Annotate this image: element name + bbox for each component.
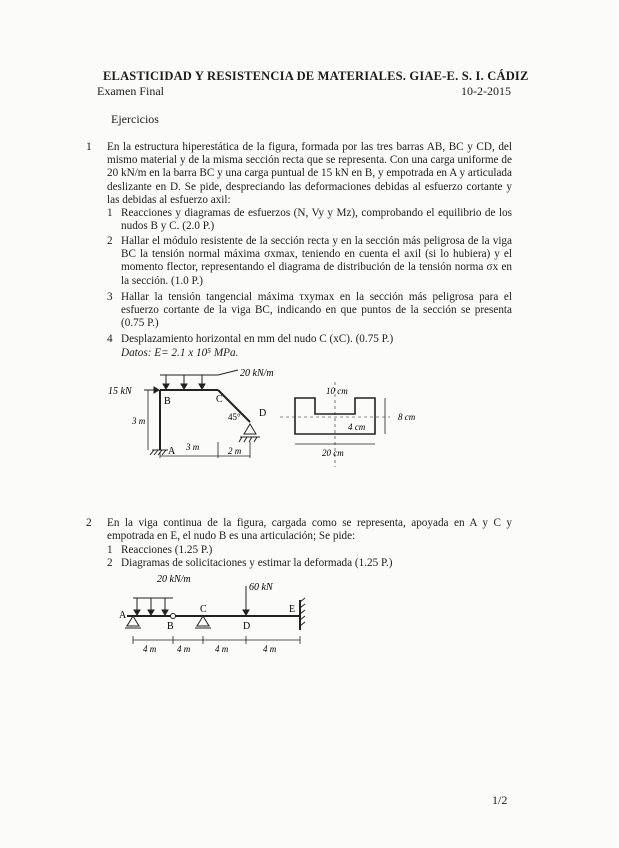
continuous-beam-figure [115,572,330,657]
frame-structure-figure [100,362,430,472]
ex1-item-2-text: Hallar el módulo resistente de la sección recta y en la sección más peligrosa de la viga BC la tensión normal máxima σxmax, teniendo en cuenta el axil (si lo hubiera) y el momento flector, representando el diagrama de distribución de la tensión norma σx en la sección. (1.0 P.) [121,235,512,287]
ex2-item-2-text: Diagramas de solicitaciones y estimar la deformada (1.25 P.) [121,557,393,569]
fig2-node-c: C [200,604,207,615]
ex1-item-2-number: 2 [107,235,113,247]
ex1-item-1-number: 1 [107,207,113,219]
fig1-node-b: B [164,396,171,407]
ex1-item-3-number: 3 [107,291,113,303]
ex2-item-1-number: 1 [107,544,113,556]
fig1-load-dist-label: 20 kN/m [240,368,274,379]
fig1-node-d: D [259,408,267,419]
exercise-1-intro: En la estructura hiperestática de la figura, formada por las tres barras AB, BC y CD, del mismo material y de la misma sección recta que se representa. Con una carga uniforme de 20 kN/m en la barra BC y una carga puntual de 15 kN en B, y empotrada en A y articulada deslizante en D. Se pide, despreciando las deformaciones debidas al esfuerzo cortante y las debidas al esfuerzo axil: [107,141,512,206]
fig2-node-d: D [243,621,251,632]
fig2-node-e: E [289,604,296,615]
fig1-sec-h: 8 cm [398,412,416,422]
ex2-item-2-number: 2 [107,557,113,569]
ex1-data-line: Datos: E= 2.1 x 10⁵ MPa. [121,347,239,359]
fig1-load-point-label: 15 kN [108,386,132,397]
exercise-2-intro: En la viga continua de la figura, cargada como se representa, apoyada en A y C y empotrada en E, el nudo B es una articulación; Se pide: [107,517,512,543]
fig2-dim-3: 4 m [215,644,229,654]
fig1-height: 3 m [132,416,146,426]
fig2-dim-4: 4 m [263,644,277,654]
fig2-node-a: A [119,610,127,621]
fig2-dim-1: 4 m [143,644,157,654]
exam-type: Examen Final [97,84,164,98]
exercise-1-number: 1 [86,141,92,153]
ex2-item-1-text: Reacciones (1.25 P.) [121,544,213,556]
fig1-sec-top: 10 cm [326,386,348,396]
ex1-item-4-number: 4 [107,333,113,345]
exercise-2-number: 2 [86,517,92,529]
fig1-sec-width: 20 cm [322,448,344,458]
fig2-load-dist-label: 20 kN/m [157,574,191,585]
fig2-dim-2: 4 m [177,644,191,654]
page-number: 1/2 [492,793,508,807]
fig1-sec-inner: 4 cm [348,422,366,432]
fig1-node-c: C [216,394,223,405]
distributed-load-arrows [160,370,238,389]
document-title: ELASTICIDAD Y RESISTENCIA DE MATERIALES. GIAE-E. S. I. CÁDIZ [103,69,529,83]
distributed-load-arrows [133,598,173,615]
ex1-item-1-text: Reacciones y diagramas de esfuerzos (N, Vy y Mz), comprobando el equilibrio de los nudos B y C. (2.0 P.) [121,207,512,233]
exam-date: 10-2-2015 [461,84,511,98]
fig2-load-point-label: 60 kN [249,582,273,593]
fig1-span2: 2 m [228,446,242,456]
supports [150,424,260,455]
dimension-lines [133,636,300,644]
point-load-arrow [144,387,159,393]
fig1-angle: 45° [228,412,241,422]
fig1-span1: 3 m [186,442,200,452]
fig2-node-b: B [167,621,174,632]
section-heading: Ejercicios [111,112,159,126]
fig1-node-a: A [168,446,176,457]
ex1-item-3-text: Hallar la tensión tangencial máxima τxymax en la sección más peligrosa para el esfuerzo cortante de la viga BC, indicando en que puntos de la sección se presenta (0.75 P.) [121,291,512,330]
ex1-item-4-text: Desplazamiento horizontal en mm del nudo C (xC). (0.75 P.) [121,333,394,345]
